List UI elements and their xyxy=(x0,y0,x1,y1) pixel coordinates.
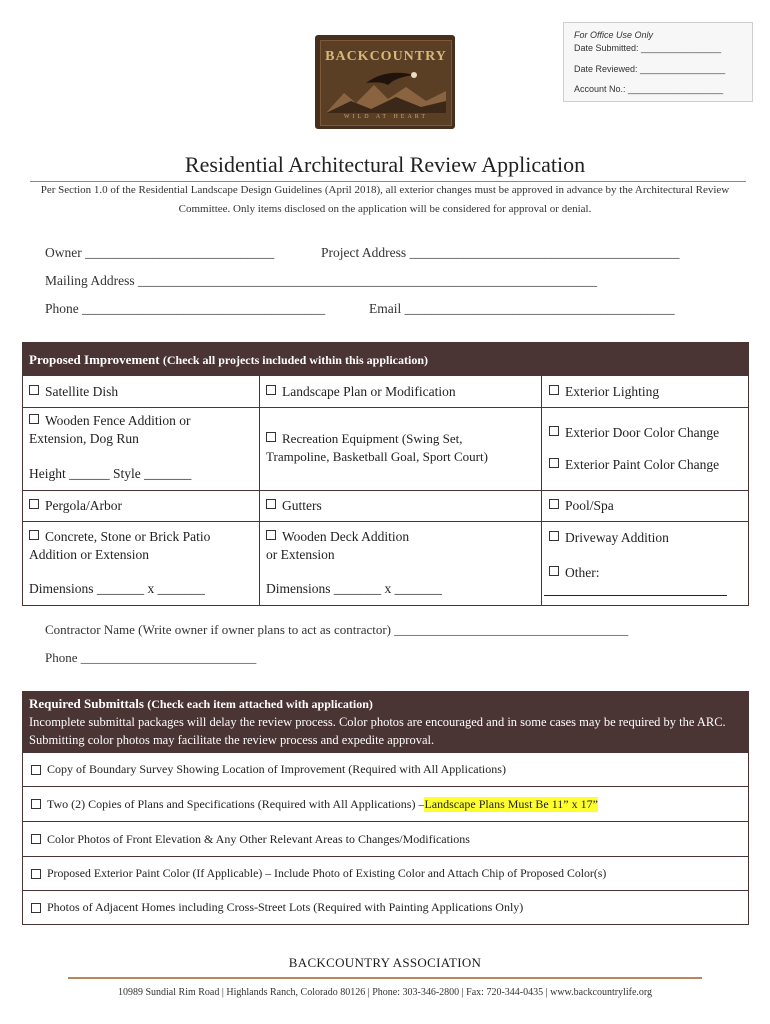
checkbox[interactable] xyxy=(549,385,559,395)
office-use-box xyxy=(563,22,753,102)
checkbox[interactable] xyxy=(29,385,39,395)
backcountry-logo xyxy=(315,35,455,129)
mailing-address-field[interactable]: Mailing Address ____________________________________________________________________ xyxy=(45,273,597,288)
patio-option[interactable]: Concrete, Stone or Brick Patio Addition or Extension xyxy=(29,529,211,562)
exterior-paint-color-option[interactable]: Exterior Paint Color Change xyxy=(549,456,719,474)
submittal-item[interactable]: Color Photos of Front Elevation & Any Other Relevant Areas to Changes/Modifications xyxy=(22,822,749,857)
checkbox[interactable] xyxy=(549,458,559,468)
other-line[interactable] xyxy=(544,595,727,596)
checkbox[interactable] xyxy=(31,799,41,809)
checkbox[interactable] xyxy=(266,432,276,442)
logo-tagline: WILD AT HEART xyxy=(343,114,429,120)
project-address-field[interactable]: Project Address ________________________________________ xyxy=(321,245,680,260)
improvement-row-2 xyxy=(22,408,749,491)
checkbox[interactable] xyxy=(29,499,39,509)
deck-dimensions-field[interactable]: Dimensions _______ x _______ xyxy=(266,581,442,596)
email-field[interactable]: Email ________________________________________ xyxy=(369,301,675,316)
checkbox[interactable] xyxy=(266,530,276,540)
office-use-title: For Office Use Only xyxy=(574,30,654,40)
pool-spa-option[interactable]: Pool/Spa xyxy=(549,497,614,515)
footer-org-name: BACKCOUNTRY ASSOCIATION xyxy=(288,955,482,970)
checkbox[interactable] xyxy=(266,385,276,395)
eagle-mountain-icon xyxy=(326,63,446,113)
other-option[interactable]: Other: xyxy=(549,564,600,582)
landscape-option[interactable]: Landscape Plan or Modification xyxy=(266,383,456,401)
required-submittals-title: Required Submittals xyxy=(29,696,144,711)
checkbox[interactable] xyxy=(266,499,276,509)
satellite-dish-option[interactable]: Satellite Dish xyxy=(29,383,118,401)
checkbox[interactable] xyxy=(549,426,559,436)
account-no-field[interactable]: Account No.: ___________________ xyxy=(574,84,724,94)
recreation-equipment-option[interactable]: Recreation Equipment (Swing Set, Trampoline, Basketball Goal, Sport Court) xyxy=(266,431,488,464)
checkbox[interactable] xyxy=(29,530,39,540)
checkbox[interactable] xyxy=(549,499,559,509)
footer-divider xyxy=(68,977,702,979)
intro-text: Per Section 1.0 of the Residential Landscape Design Guidelines (April 2018), all exterior changes must be approved in advance by the Architectural Review Committee. Only items disclosed on the application will be considered for approval or denial. xyxy=(40,184,730,215)
checkbox[interactable] xyxy=(549,566,559,576)
phone-field[interactable]: Phone ____________________________________ xyxy=(45,301,326,316)
checkbox[interactable] xyxy=(31,869,41,879)
checkbox[interactable] xyxy=(31,834,41,844)
required-submittals-header xyxy=(22,691,749,753)
wooden-fence-option[interactable]: Wooden Fence Addition or Extension, Dog Run xyxy=(29,413,191,446)
improvement-row-3 xyxy=(22,491,749,522)
proposed-improvement-note: (Check all projects included within this application) xyxy=(162,353,428,367)
exterior-door-color-option[interactable]: Exterior Door Color Change xyxy=(549,424,719,442)
checkbox[interactable] xyxy=(549,531,559,541)
driveway-option[interactable]: Driveway Addition xyxy=(549,529,669,547)
gutters-option[interactable]: Gutters xyxy=(266,497,322,515)
page-title: Residential Architectural Review Application xyxy=(184,152,586,177)
submittal-item[interactable]: Copy of Boundary Survey Showing Location of Improvement (Required with All Applications) xyxy=(22,753,749,787)
submittal-item[interactable]: Photos of Adjacent Homes including Cross-Street Lots (Required with Painting Applications Only) xyxy=(22,891,749,925)
submittal-item[interactable]: Proposed Exterior Paint Color (If Applicable) – Include Photo of Existing Color and Attach Chip of Proposed Color(s) xyxy=(22,857,749,891)
submittal-item[interactable]: Two (2) Copies of Plans and Specifications (Required with All Applications) – Landscape Plans Must Be 11” x 17” xyxy=(22,787,749,822)
contractor-phone-field[interactable]: Phone ___________________________ xyxy=(45,650,257,665)
improvement-row-4 xyxy=(22,522,749,606)
patio-dimensions-field[interactable]: Dimensions _______ x _______ xyxy=(29,581,205,596)
checkbox[interactable] xyxy=(31,765,41,775)
improvement-row-1 xyxy=(22,376,749,408)
date-submitted-field[interactable]: Date Submitted: ________________ xyxy=(574,43,722,53)
footer-address: 10989 Sundial Rim Road | Highlands Ranch, Colorado 80126 | Phone: 303-346-2800 | Fax: 720-344-0435 | www.backcountrylife.org xyxy=(117,987,653,998)
logo-name: BACKCOUNTRY xyxy=(325,49,447,64)
required-submittals-intro: Incomplete submittal packages will delay the review process. Color photos are encouraged and in some cases may be required by the ARC. Submitting color photos may facilitate the review process and expedite approval. xyxy=(29,715,726,747)
exterior-lighting-option[interactable]: Exterior Lighting xyxy=(549,383,659,401)
highlighted-requirement: Landscape Plans Must Be 11” x 17” xyxy=(424,796,598,811)
proposed-improvement-header xyxy=(22,342,749,376)
date-reviewed-field[interactable]: Date Reviewed: _________________ xyxy=(574,64,726,74)
proposed-improvement-title: Proposed Improvement xyxy=(29,352,160,367)
pergola-option[interactable]: Pergola/Arbor xyxy=(29,497,122,515)
checkbox[interactable] xyxy=(31,903,41,913)
required-submittals-note: (Check each item attached with application) xyxy=(147,697,373,711)
wooden-deck-option[interactable]: Wooden Deck Addition or Extension xyxy=(266,529,410,562)
fence-height-style-field[interactable]: Height ______ Style _______ xyxy=(29,466,192,481)
contractor-name-field[interactable]: Contractor Name (Write owner if owner plans to act as contractor) ____________________________________ xyxy=(45,622,629,637)
owner-field[interactable]: Owner ____________________________ xyxy=(45,245,275,260)
checkbox[interactable] xyxy=(29,414,39,424)
